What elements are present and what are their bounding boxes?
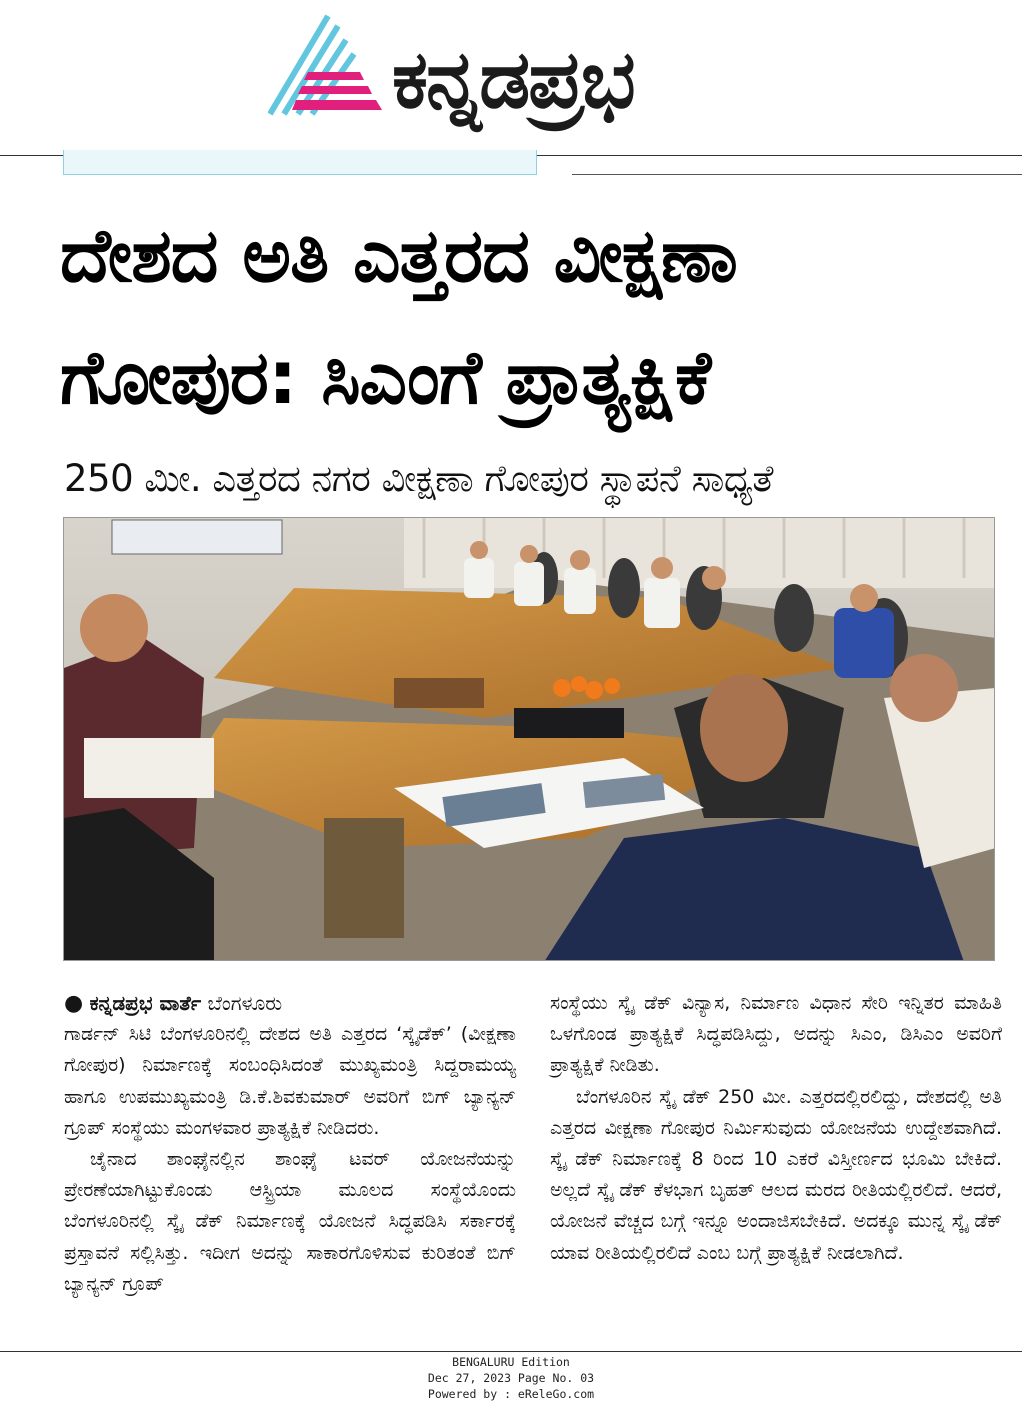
article-paragraph-1: ಗಾರ್ಡನ್ ಸಿಟಿ ಬೆಂಗಳೂರಿನಲ್ಲಿ ದೇಶದ ಅತಿ ಎತ್ತರದ ‘ಸ್ಕೈಡೆಕ್’ (ವೀಕ್ಷಣಾ ಗೋಪುರ) ನಿರ್ಮಾಣಕ್ಕೆ ಸಂಬಂಧಿಸಿದಂತೆ ಮುಖ್ಯಮಂತ್ರಿ ಸಿದ್ದರಾಮಯ್ಯ ಹಾಗೂ ಉಪಮುಖ್ಯಮಂತ್ರಿ ಡಿ.ಕೆ.ಶಿವಕುಮಾರ್ ಅವರಿಗೆ ಬಿಗ್ ಬ್ಯಾನ್ಯನ್ ಗ್ರೂಪ್ ಸಂಸ್ಥೆಯು ಮಂಗಳವಾರ ಪ್ರಾತ್ಯಕ್ಷಿಕೆ ನೀಡಿದರು. <box>64 1023 516 1139</box>
meeting-photo-illustration <box>64 518 995 961</box>
article-paragraph-3: ಸಂಸ್ಥೆಯು ಸ್ಕೈ ಡೆಕ್ ವಿನ್ಯಾಸ, ನಿರ್ಮಾಣ ವಿಧಾನ ಸೇರಿ ಇನ್ನಿತರ ಮಾಹಿತಿ ಒಳಗೊಂಡ ಪ್ರಾತ್ಯಕ್ಷಿಕೆ ಸಿದ್ಧಪಡಿಸಿದ್ದು, ಅದನ್ನು ಸಿಎಂ, ಡಿಸಿಎಂ ಅವರಿಗೆ ಪ್ರಾತ್ಯಕ್ಷಿಕೆ ನೀಡಿತು. <box>550 992 1002 1077</box>
headline-line-1: ದೇಶದ ಅತಿ ಎತ್ತರದ ವೀಕ್ಷಣಾ <box>60 213 737 299</box>
footer-rule <box>0 1351 1022 1352</box>
subheadline: 250 ಮೀ. ಎತ್ತರದ ನಗರ ವೀಕ್ಷಣಾ ಗೋಪುರ ಸ್ಥಾಪನೆ ಸಾಧ್ಯತೆ <box>64 457 773 500</box>
bullet-icon: ● <box>64 991 84 1016</box>
headline-line-2: ಗೋಪುರ: ಸಿಎಂಗೆ ಪ್ರಾತ್ಯಕ್ಷಿಕೆ <box>60 335 711 421</box>
article-column-left <box>64 988 516 1300</box>
previous-article-box <box>63 150 537 175</box>
masthead <box>0 0 1022 156</box>
article-paragraph-2: ಚೈನಾದ ಶಾಂಘೈನಲ್ಲಿನ ಶಾಂಘೈ ಟವರ್ ಯೋಜನೆಯನ್ನು ಪ್ರೇರಣೆಯಾಗಿಟ್ಟುಕೊಂಡು ಆಸ್ಟ್ರಿಯಾ ಮೂಲದ ಸಂಸ್ಥೆಯೊಂದು ಬೆಂಗಳೂರಿನಲ್ಲಿ ಸ್ಕೈ ಡೆಕ್ ನಿರ್ಮಾಣಕ್ಕೆ ಯೋಜನೆ ಸಿದ್ಧಪಡಿಸಿ ಸರ್ಕಾರಕ್ಕೆ ಪ್ರಸ್ತಾವನೆ ಸಲ್ಲಿಸಿತ್ತು. ಇದೀಗ ಅದನ್ನು ಸಾಕಾರಗೊಳಿಸುವ ಕುರಿತಂತೆ ಬಿಗ್ ಬ್ಯಾನ್ಯನ್ ಗ್ರೂಪ್ <box>64 1148 516 1295</box>
article-paragraph-4: ಬೆಂಗಳೂರಿನ ಸ್ಕೈ ಡೆಕ್ 250 ಮೀ. ಎತ್ತರದಲ್ಲಿರಲಿದ್ದು, ದೇಶದಲ್ಲಿ ಅತಿ ಎತ್ತರದ ವೀಕ್ಷಣಾ ಗೋಪುರ ನಿರ್ಮಿಸುವುದು ಯೋಜನೆಯ ಉದ್ದೇಶವಾಗಿದೆ. ಸ್ಕೈ ಡೆಕ್ ನಿರ್ಮಾಣಕ್ಕೆ 8 ರಿಂದ 10 ಎಕರೆ ವಿಸ್ತೀರ್ಣದ ಭೂಮಿ ಬೇಕಿದೆ. ಅಲ್ಲದೆ ಸ್ಕೈ ಡೆಕ್ ಕೆಳಭಾಗ ಬೃಹತ್ ಆಲದ ಮರದ ರೀತಿಯಲ್ಲಿರಲಿದೆ. ಆದರೆ, ಯೋಜನೆ ವೆಚ್ಚದ ಬಗ್ಗೆ ಇನ್ನೂ ಅಂದಾಜಿಸಬೇಕಿದೆ. ಅದಕ್ಕೂ ಮುನ್ನ ಸ್ಕೈ ಡೆಕ್ ಯಾವ ರೀತಿಯಲ್ಲಿರಲಿದೆ ಎಂಬ ಬಗ್ಗೆ ಪ್ರಾತ್ಯಕ್ಷಿಕೆ ನೀಡಲಾಗಿದೆ. <box>550 1085 1002 1264</box>
footer <box>0 1354 1022 1402</box>
byline <box>64 988 516 1019</box>
meeting-photo <box>63 517 995 961</box>
newspaper-name: ಕನ್ನಡಪ್ರಭ <box>392 33 634 126</box>
footer-powered-by: Powered by : eReleGo.com <box>427 1387 595 1401</box>
footer-date-page: Dec 27, 2023 Page No. 03 <box>427 1371 595 1385</box>
article-column-right <box>550 988 1002 1269</box>
byline-place: ಬೆಂಗಳೂರು <box>207 991 283 1015</box>
byline-source: ಕನ್ನಡಪ್ರಭ ವಾರ್ತೆ <box>89 991 202 1015</box>
column-rule <box>572 174 1022 175</box>
logo-triangle-icon <box>268 14 388 118</box>
footer-edition: BENGALURU Edition <box>452 1355 570 1369</box>
